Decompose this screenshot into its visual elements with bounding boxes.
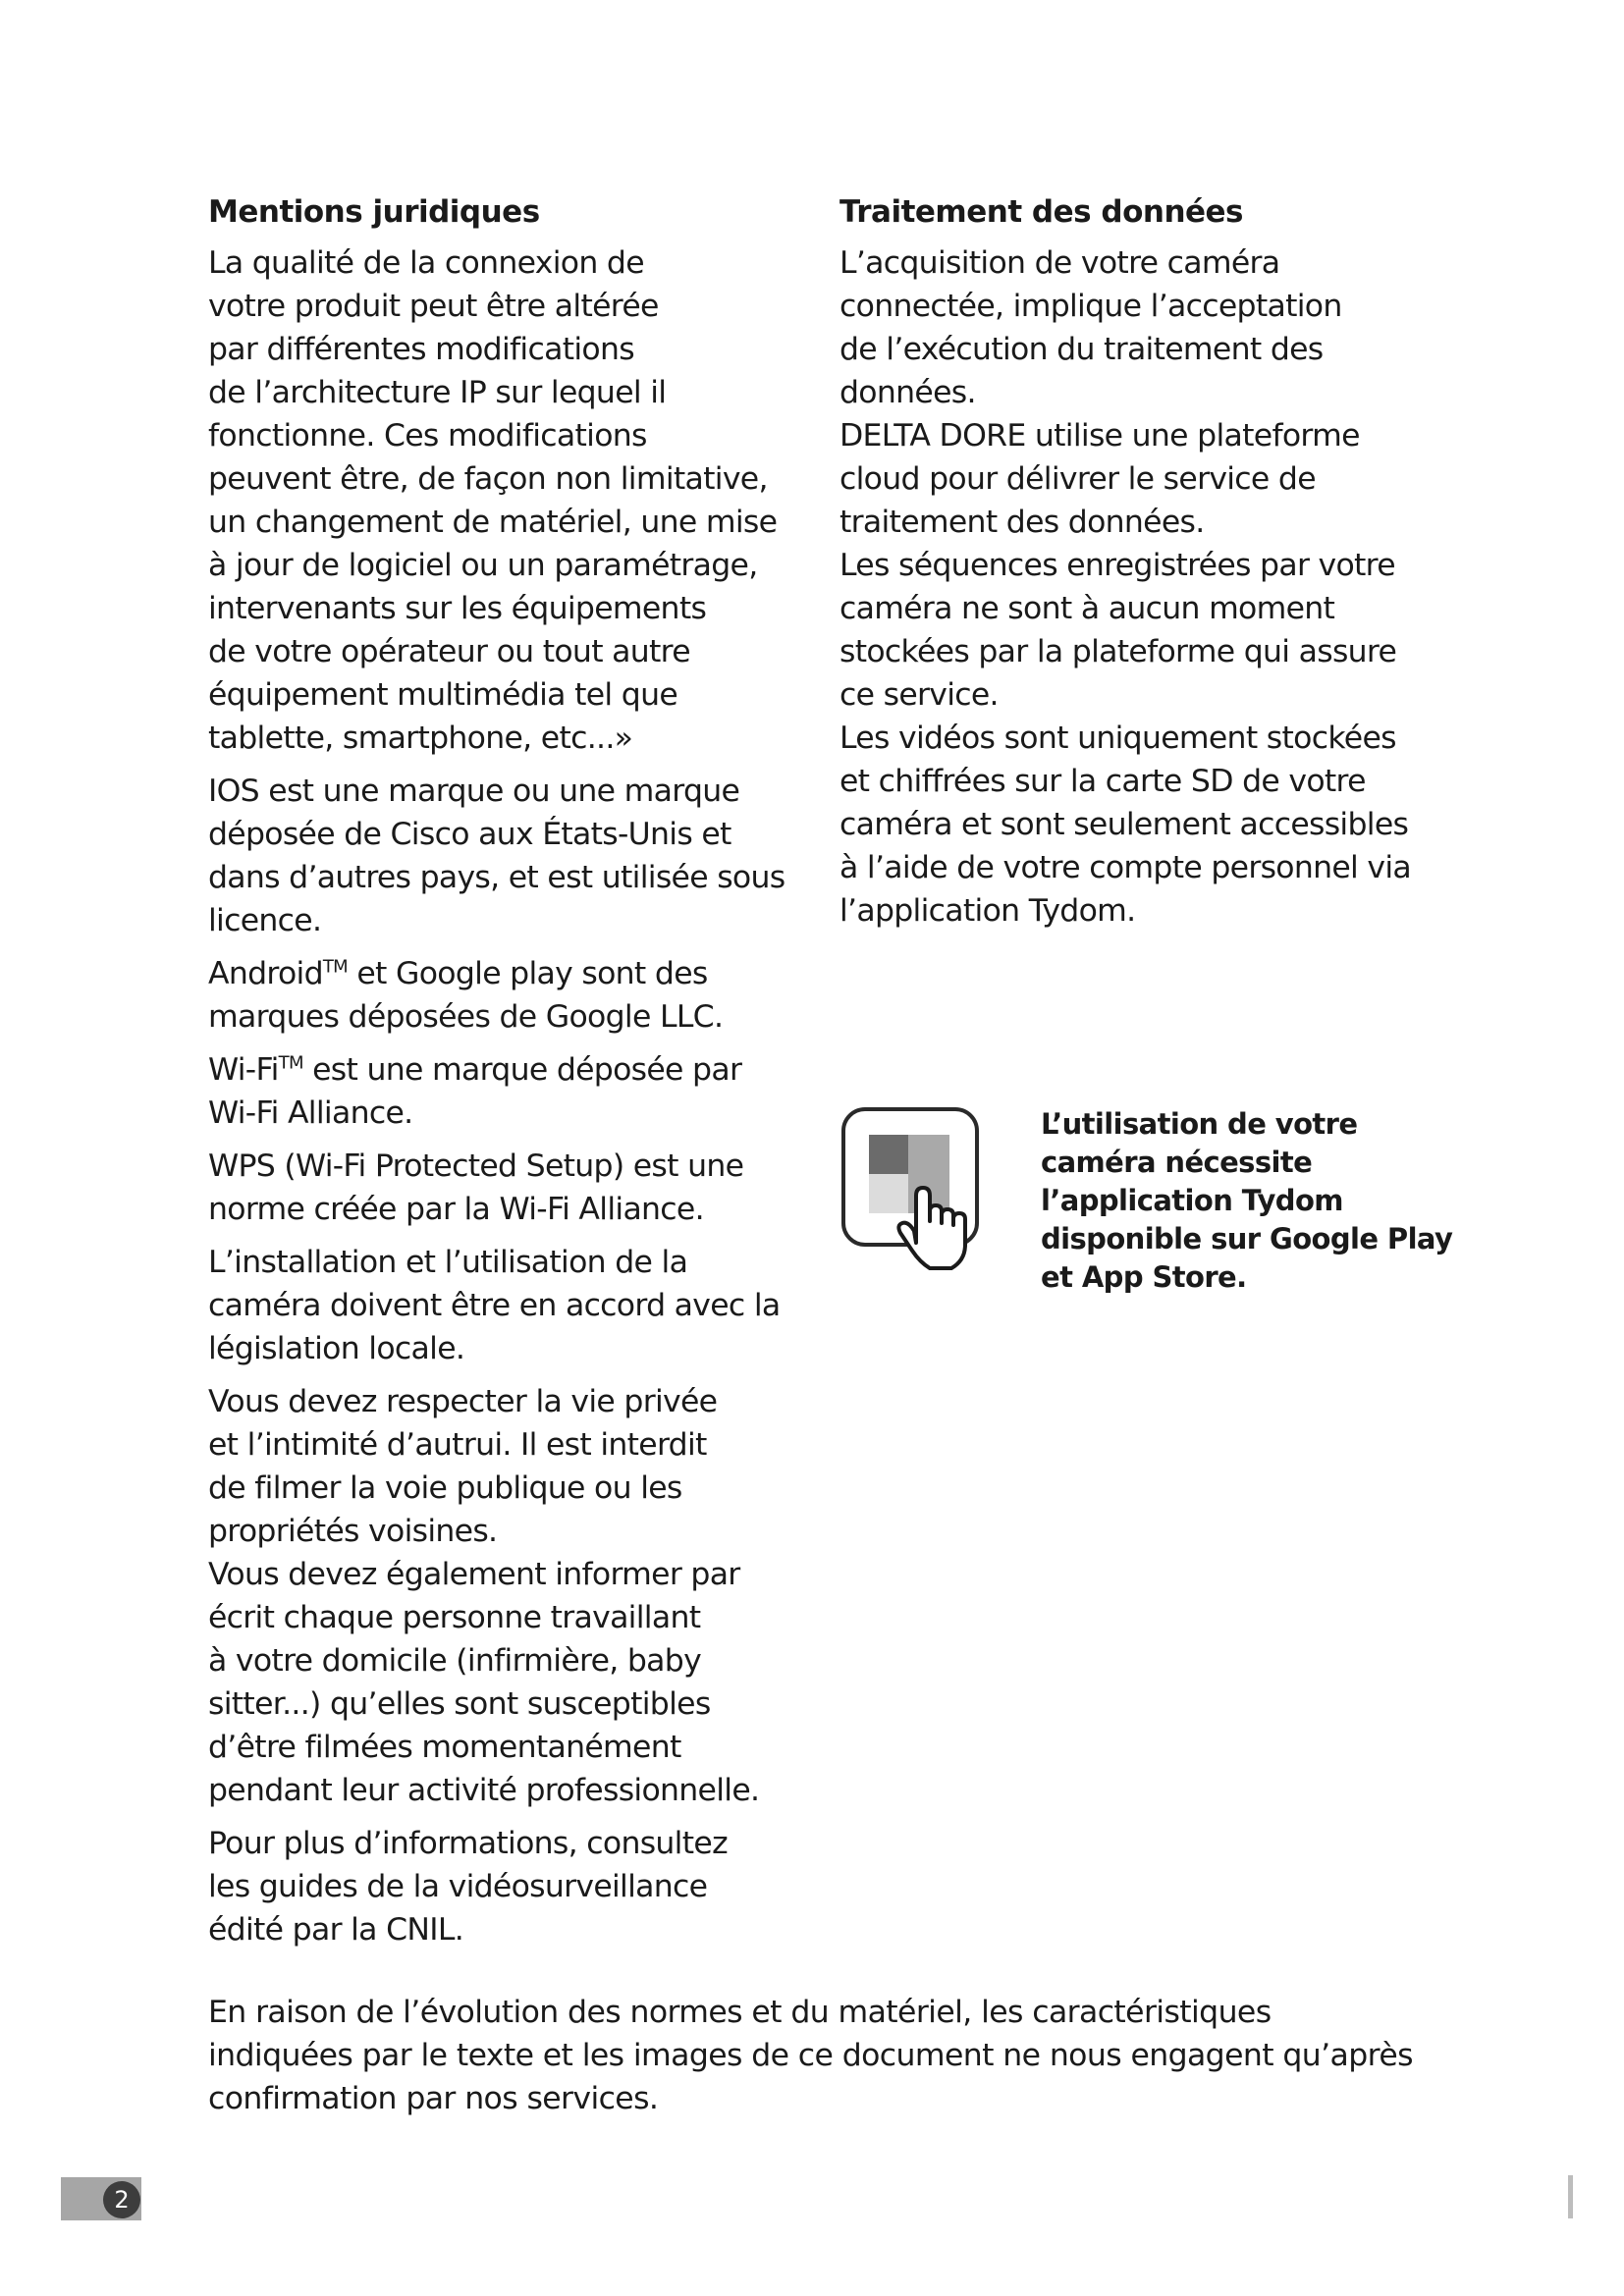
- trademark-mark: TM: [322, 956, 349, 978]
- page-edge-marker: [1568, 2175, 1573, 2218]
- android-text-rest: et Google play sont des marques déposées de Google LLC.: [208, 956, 724, 1035]
- tydom-callout: [839, 1105, 1453, 1294]
- legislation-paragraph: L’installation et l’utilisation de la caméra doivent être en accord avec la législation locale.: [208, 1245, 781, 1366]
- legal-mentions-column: [208, 192, 797, 1961]
- wifi-trademark-paragraph: [208, 1048, 797, 1135]
- wps-paragraph: WPS (Wi-Fi Protected Setup) est une norme créée par la Wi-Fi Alliance.: [208, 1148, 744, 1227]
- legal-mentions-heading: Mentions juridiques: [208, 194, 540, 230]
- page-number-badge: 2: [103, 2181, 140, 2218]
- wifi-text-rest: est une marque déposée par Wi-Fi Alliance.: [208, 1052, 742, 1131]
- cloud-platform-paragraph: DELTA DORE utilise une plateforme cloud pour délivrer le service de traitement des données.: [839, 418, 1360, 540]
- tydom-callout-text: L’utilisation de votre caméra nécessite l’application Tydom disponible sur Google Play et App Store.: [1041, 1107, 1453, 1294]
- ios-trademark-paragraph: IOS est une marque ou une marque déposée de Cisco aux États-Unis et dans d’autres pays, et est utilisée sous licence.: [208, 774, 785, 938]
- acquisition-paragraph: L’acquisition de votre caméra connectée, implique l’acceptation de l’exécution du traitement des données.: [839, 245, 1342, 410]
- sequences-paragraph: Les séquences enregistrées par votre caméra ne sont à aucun moment stockées par la plateforme qui assure ce service.: [839, 548, 1397, 713]
- data-processing-heading: Traitement des données: [839, 194, 1244, 230]
- wifi-text: Wi-Fi: [208, 1052, 279, 1088]
- disclaimer-paragraph: En raison de l’évolution des normes et du matériel, les caractéristiques indiquées par le texte et les images de ce document ne nous engagent qu’après confirmation par nos services.: [208, 1995, 1413, 2116]
- data-processing-column: [839, 192, 1429, 942]
- trademark-mark: TM: [278, 1052, 303, 1074]
- inform-staff-paragraph: Vous devez également informer par écrit chaque personne travaillant à votre domicile (infirmière, baby sitter...) qu’elles sont susceptibles d’être filmées momentanément pendant leur activité professionnelle.: [208, 1557, 760, 1808]
- connection-quality-paragraph: La qualité de la connexion de votre produit peut être altérée par différentes modifications de l’architecture IP sur lequel il fonctionne. Ces modifications peuvent être, de façon non limitative, un changement de matériel, une mise à jour de logiciel ou un paramétrage, intervenants sur les équipements de votre opérateur ou tout autre équipement multimédia tel que tablette, smartphone, etc...»: [208, 245, 778, 756]
- video-storage-paragraph: Les vidéos sont uniquement stockées et chiffrées sur la carte SD de votre caméra et sont seulement accessibles à l’aide de votre compte personnel via l’application Tydom.: [839, 721, 1412, 929]
- android-trademark-paragraph: [208, 952, 797, 1039]
- tydom-app-icon: [839, 1105, 987, 1277]
- android-text: Android: [208, 956, 323, 991]
- cnil-paragraph: Pour plus d’informations, consultez les guides de la vidéosurveillance édité par la CNIL.: [208, 1826, 728, 1948]
- privacy-paragraph: Vous devez respecter la vie privée et l’intimité d’autrui. Il est interdit de filmer la voie publique ou les propriétés voisines.: [208, 1384, 718, 1549]
